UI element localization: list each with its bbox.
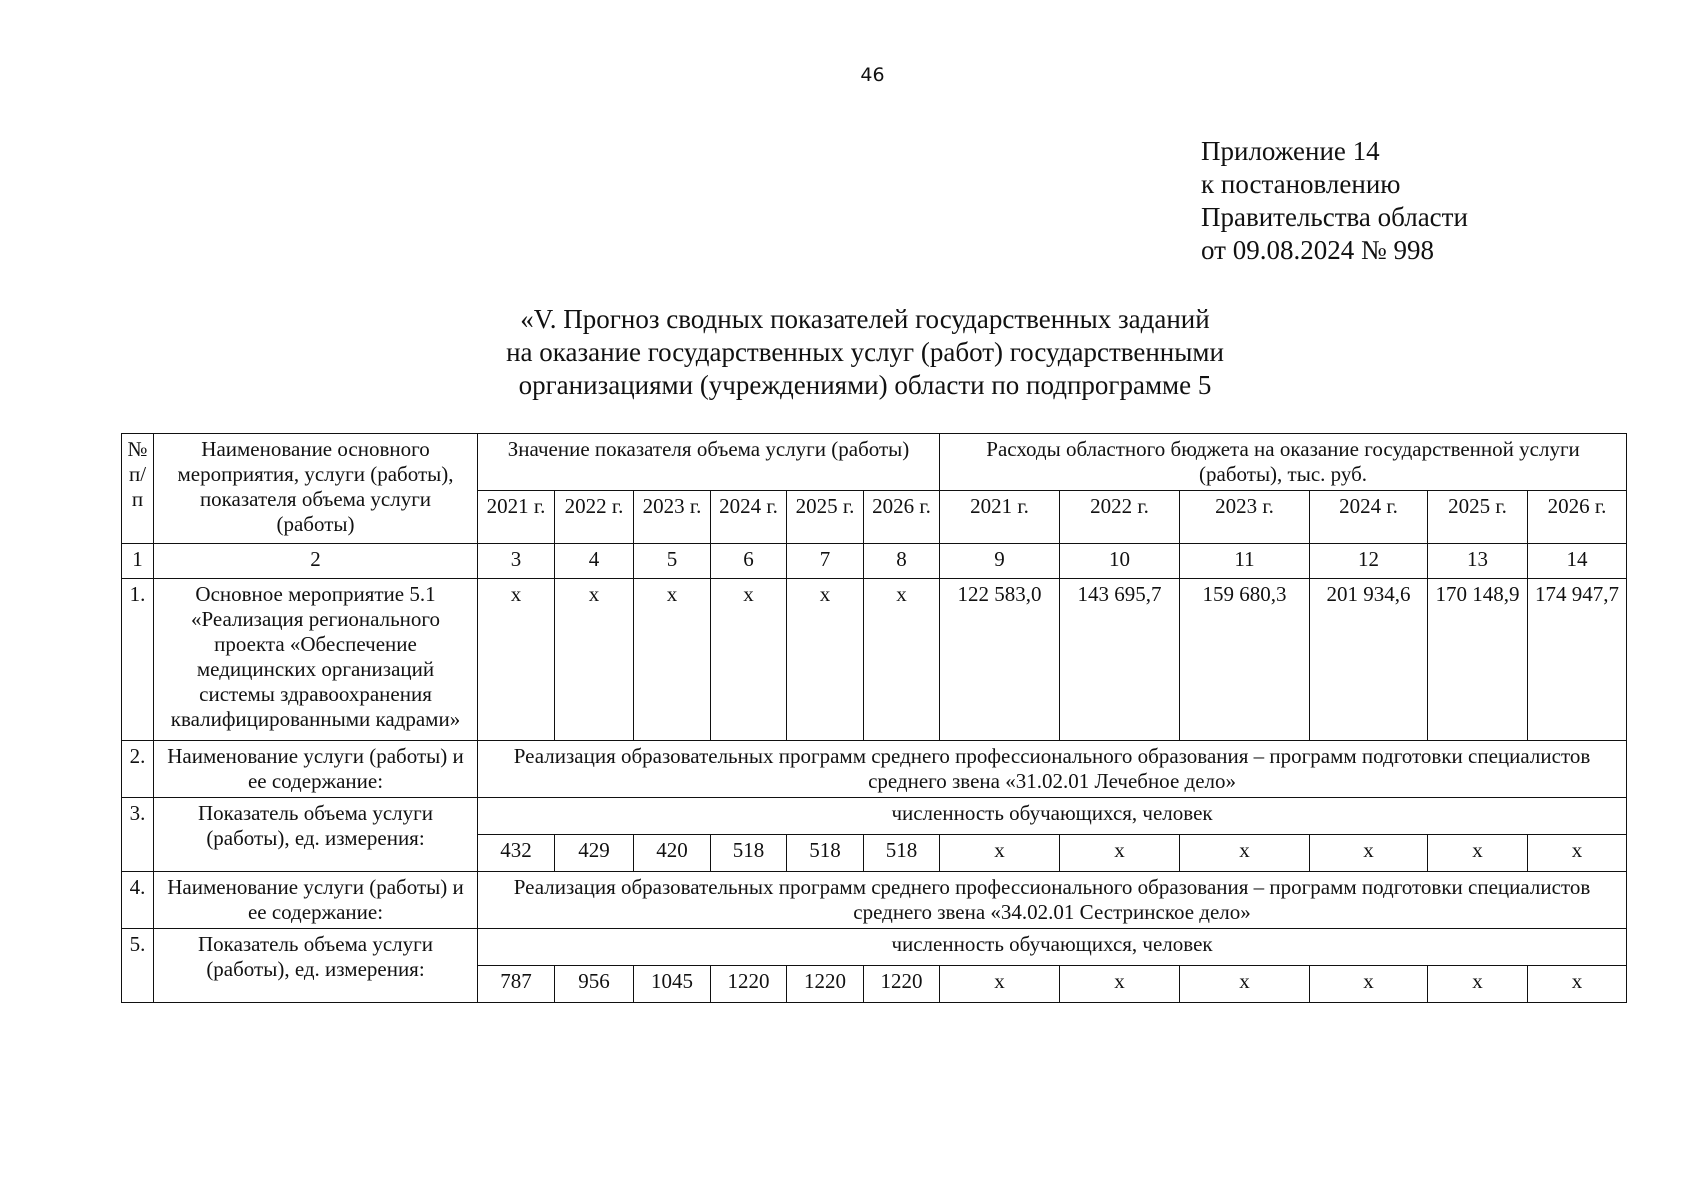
- year-cell: 2025 г.: [1428, 491, 1528, 544]
- service-content: Реализация образовательных программ среднего профессионального образования – программ подготовки специалистов среднего звена «34.02.01 Сестринское дело»: [478, 872, 1627, 929]
- table-row: [122, 798, 1627, 835]
- budget-cell: х: [1528, 966, 1627, 1003]
- page-number: 46: [860, 64, 885, 86]
- row-name: Наименование услуги (работы) и ее содержание:: [154, 872, 478, 929]
- budget-cell: х: [1310, 835, 1428, 872]
- appendix-line: Правительства области: [1201, 202, 1468, 232]
- volume-cell: 429: [555, 835, 634, 872]
- year-cell: 2026 г.: [1528, 491, 1627, 544]
- column-number: 5: [634, 544, 711, 579]
- column-number: 11: [1180, 544, 1310, 579]
- title-line: организациями (учреждениями) области по подпрограмме 5: [518, 370, 1212, 400]
- year-cell: 2021 г.: [940, 491, 1060, 544]
- unit-cell: численность обучающихся, человек: [478, 798, 1627, 835]
- document-title: [330, 303, 1400, 402]
- budget-cell: х: [1428, 835, 1528, 872]
- budget-cell: 201 934,6: [1310, 579, 1428, 741]
- column-number: 4: [555, 544, 634, 579]
- budget-cell: 159 680,3: [1180, 579, 1310, 741]
- header-row: [122, 434, 1627, 491]
- header-num: № п/п: [122, 434, 154, 544]
- budget-cell: х: [940, 966, 1060, 1003]
- column-number: 9: [940, 544, 1060, 579]
- column-number: 3: [478, 544, 555, 579]
- row-name: Показатель объема услуги (работы), ед. измерения:: [154, 929, 478, 1003]
- row-number: 2.: [122, 741, 154, 798]
- budget-cell: х: [1528, 835, 1627, 872]
- budget-cell: 174 947,7: [1528, 579, 1627, 741]
- budget-cell: х: [1060, 966, 1180, 1003]
- title-line: «V. Прогноз сводных показателей государственных заданий: [520, 304, 1210, 334]
- volume-cell: х: [478, 579, 555, 741]
- table-row: [122, 929, 1627, 966]
- volume-cell: х: [864, 579, 940, 741]
- column-number: 10: [1060, 544, 1180, 579]
- volume-cell: 1220: [711, 966, 787, 1003]
- volume-cell: 420: [634, 835, 711, 872]
- column-number: 7: [787, 544, 864, 579]
- appendix-line: к постановлению: [1201, 169, 1401, 199]
- volume-cell: 1220: [787, 966, 864, 1003]
- column-number: 1: [122, 544, 154, 579]
- volume-cell: 432: [478, 835, 555, 872]
- row-name: Показатель объема услуги (работы), ед. измерения:: [154, 798, 478, 872]
- column-number: 2: [154, 544, 478, 579]
- year-cell: 2025 г.: [787, 491, 864, 544]
- appendix-line: от 09.08.2024 № 998: [1201, 235, 1434, 265]
- budget-cell: х: [1060, 835, 1180, 872]
- column-number: 14: [1528, 544, 1627, 579]
- volume-cell: х: [787, 579, 864, 741]
- volume-cell: 1045: [634, 966, 711, 1003]
- volume-cell: х: [555, 579, 634, 741]
- table-row: [122, 872, 1627, 929]
- year-cell: 2024 г.: [711, 491, 787, 544]
- budget-cell: х: [940, 835, 1060, 872]
- year-cell: 2022 г.: [555, 491, 634, 544]
- volume-cell: 518: [711, 835, 787, 872]
- column-number: 12: [1310, 544, 1428, 579]
- year-cell: 2023 г.: [634, 491, 711, 544]
- column-number: 8: [864, 544, 940, 579]
- volume-cell: 518: [787, 835, 864, 872]
- volume-cell: 787: [478, 966, 555, 1003]
- service-content: Реализация образовательных программ среднего профессионального образования – программ подготовки специалистов среднего звена «31.02.01 Лечебное дело»: [478, 741, 1627, 798]
- volume-cell: х: [634, 579, 711, 741]
- title-line: на оказание государственных услуг (работ) государственными: [506, 337, 1224, 367]
- row-number: 5.: [122, 929, 154, 1003]
- header-volume-group: Значение показателя объема услуги (работы): [478, 434, 940, 491]
- budget-cell: х: [1180, 966, 1310, 1003]
- column-numbers-row: [122, 544, 1627, 579]
- year-cell: 2026 г.: [864, 491, 940, 544]
- volume-cell: х: [711, 579, 787, 741]
- budget-cell: х: [1180, 835, 1310, 872]
- column-number: 13: [1428, 544, 1528, 579]
- row-number: 1.: [122, 579, 154, 741]
- budget-cell: 170 148,9: [1428, 579, 1528, 741]
- forecast-table: [121, 433, 1627, 1003]
- year-cell: 2022 г.: [1060, 491, 1180, 544]
- row-name: Наименование услуги (работы) и ее содержание:: [154, 741, 478, 798]
- year-cell: 2021 г.: [478, 491, 555, 544]
- table-row: [122, 579, 1627, 741]
- volume-cell: 518: [864, 835, 940, 872]
- appendix-line: Приложение 14: [1201, 136, 1380, 166]
- budget-cell: х: [1310, 966, 1428, 1003]
- row-number: 3.: [122, 798, 154, 872]
- volume-cell: 1220: [864, 966, 940, 1003]
- row-number: 4.: [122, 872, 154, 929]
- row-name: Основное мероприятие 5.1 «Реализация регионального проекта «Обеспечение медицинских организаций системы здравоохранения квалифицированными кадрами»: [154, 579, 478, 741]
- table-row: [122, 741, 1627, 798]
- appendix-block: [1201, 135, 1468, 267]
- column-number: 6: [711, 544, 787, 579]
- budget-cell: х: [1428, 966, 1528, 1003]
- header-name: Наименование основного мероприятия, услуги (работы), показателя объема услуги (работы): [154, 434, 478, 544]
- year-cell: 2023 г.: [1180, 491, 1310, 544]
- budget-cell: 143 695,7: [1060, 579, 1180, 741]
- header-budget-group: Расходы областного бюджета на оказание государственной услуги (работы), тыс. руб.: [940, 434, 1627, 491]
- year-cell: 2024 г.: [1310, 491, 1428, 544]
- unit-cell: численность обучающихся, человек: [478, 929, 1627, 966]
- budget-cell: 122 583,0: [940, 579, 1060, 741]
- volume-cell: 956: [555, 966, 634, 1003]
